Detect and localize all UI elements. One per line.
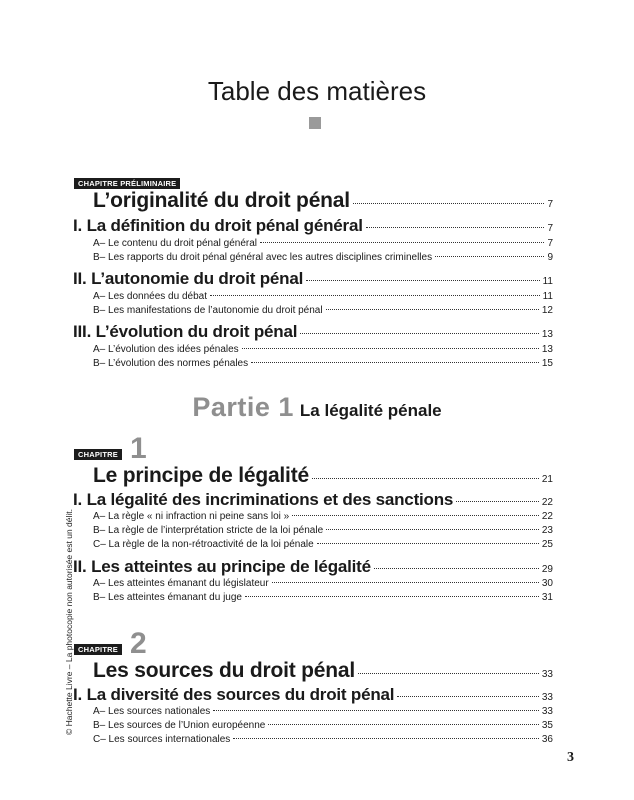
toc-section-row[interactable] <box>0 269 634 289</box>
dot-leader <box>456 501 539 502</box>
subsection-label: A– L’évolution des idées pénales <box>93 344 239 355</box>
chapter-heading: Les sources du droit pénal <box>93 659 356 682</box>
subsection-label: B– Les sources de l’Union européenne <box>93 720 266 731</box>
dot-leader <box>213 710 539 711</box>
toc-section-row[interactable] <box>0 557 634 577</box>
dot-leader <box>272 582 539 583</box>
part-label: Partie 1 <box>192 392 294 422</box>
page-ref: 7 <box>547 238 553 249</box>
chapter-badge: CHAPITRE <box>74 449 122 460</box>
toc-subsection-row[interactable] <box>0 733 634 746</box>
subsection-label: A– Les atteintes émanant du législateur <box>93 578 269 589</box>
part-title: La légalité pénale <box>299 401 442 420</box>
dot-leader <box>326 529 539 530</box>
toc-subsection-row[interactable] <box>0 538 634 551</box>
toc-section-row[interactable] <box>0 490 634 510</box>
page-ref: 30 <box>541 578 553 589</box>
subsection-label: B– L’évolution des normes pénales <box>93 358 249 369</box>
section-title: II. Les atteintes au principe de légalité <box>73 557 371 576</box>
page-ref: 36 <box>541 734 553 745</box>
page-ref: 22 <box>541 511 553 522</box>
section-title: I. La définition du droit pénal général <box>73 216 363 235</box>
subsection-label: A– Le contenu du droit pénal général <box>93 238 258 249</box>
section-title: I. La légalité des incriminations et des sanctions <box>73 490 454 509</box>
dot-leader <box>251 362 539 363</box>
dot-leader <box>435 256 544 257</box>
chapter-badge: CHAPITRE PRÉLIMINAIRE <box>74 178 180 189</box>
toc-subsection-row[interactable] <box>0 290 634 303</box>
page-ref: 13 <box>541 329 553 340</box>
dot-leader <box>245 596 539 597</box>
toc-subsection-row[interactable] <box>0 251 634 264</box>
toc-subsection-row[interactable] <box>0 510 634 523</box>
dot-leader <box>300 333 539 334</box>
page-ref: 35 <box>541 720 553 731</box>
toc-subsection-row[interactable] <box>0 524 634 537</box>
dot-leader <box>268 724 539 725</box>
dot-leader <box>326 309 539 310</box>
toc-subsection-row[interactable] <box>0 237 634 250</box>
dot-leader <box>366 227 545 228</box>
chapter-badge: CHAPITRE <box>74 644 122 655</box>
page-ref: 29 <box>541 564 553 575</box>
dot-leader <box>210 295 540 296</box>
page-ref: 15 <box>541 358 553 369</box>
subsection-label: C– La règle de la non-rétroactivité de la loi pénale <box>93 539 314 550</box>
page-title: Table des matières <box>207 76 427 106</box>
section-title: II. L’autonomie du droit pénal <box>73 269 304 288</box>
dot-leader <box>233 738 539 739</box>
dot-leader <box>397 696 539 697</box>
copyright-notice: © Hachette Livre – La photocopie non autorisée est un délit. <box>64 509 74 735</box>
page-ref: 31 <box>541 592 553 603</box>
page-ref: 13 <box>541 344 553 355</box>
page-ref: 12 <box>541 305 553 316</box>
dot-leader <box>374 568 539 569</box>
page-ref: 9 <box>547 252 553 263</box>
dot-leader <box>292 515 539 516</box>
subsection-label: B– Les rapports du droit pénal général avec les autres disciplines criminelles <box>93 252 433 263</box>
page-ref: 11 <box>542 291 553 302</box>
dot-leader <box>306 280 539 281</box>
page-ref: 23 <box>541 525 553 536</box>
page-ref: 25 <box>541 539 553 550</box>
dot-leader <box>358 673 539 674</box>
chapter-heading: L’originalité du droit pénal <box>93 189 350 212</box>
toc-subsection-row[interactable] <box>0 304 634 317</box>
subsection-label: C– Les sources internationales <box>93 734 231 745</box>
page-ref: 21 <box>541 474 553 485</box>
page-ref: 7 <box>547 223 553 234</box>
chapter-number: 1 <box>130 432 147 465</box>
toc-chapter-row[interactable] <box>0 659 634 683</box>
toc-section-row[interactable] <box>0 685 634 705</box>
toc-chapter-row[interactable] <box>0 464 634 488</box>
toc-subsection-row[interactable] <box>0 577 634 590</box>
decorative-square <box>309 117 321 129</box>
subsection-label: B– Les manifestations de l’autonomie du droit pénal <box>93 305 323 316</box>
chapter-number: 2 <box>130 627 147 660</box>
toc-subsection-row[interactable] <box>0 591 634 604</box>
toc-chapter-row[interactable] <box>0 189 634 213</box>
page-ref: 11 <box>542 276 553 287</box>
page-ref: 33 <box>541 692 553 703</box>
section-title: I. La diversité des sources du droit pénal <box>73 685 395 704</box>
dot-leader <box>353 203 545 204</box>
toc-subsection-row[interactable] <box>0 719 634 732</box>
section-title: III. L’évolution du droit pénal <box>73 322 298 341</box>
toc-subsection-row[interactable] <box>0 357 634 370</box>
page-ref: 22 <box>541 497 553 508</box>
toc-subsection-row[interactable] <box>0 705 634 718</box>
toc-section-row[interactable] <box>0 322 634 342</box>
subsection-label: A– Les données du débat <box>93 291 207 302</box>
page-ref: 33 <box>541 706 553 717</box>
page-ref: 7 <box>547 199 553 210</box>
dot-leader <box>312 478 539 479</box>
dot-leader <box>260 242 544 243</box>
toc-subsection-row[interactable] <box>0 343 634 356</box>
toc-section-row[interactable] <box>0 216 634 236</box>
part-heading <box>0 392 634 423</box>
subsection-label: A– Les sources nationales <box>93 706 211 717</box>
dot-leader <box>242 348 539 349</box>
page-ref: 33 <box>541 669 553 680</box>
subsection-label: B– La règle de l’interprétation stricte de la loi pénale <box>93 525 324 536</box>
subsection-label: B– Les atteintes émanant du juge <box>93 592 242 603</box>
page-number: 3 <box>567 750 574 765</box>
subsection-label: A– La règle « ni infraction ni peine sans loi » <box>93 511 290 522</box>
chapter-heading: Le principe de légalité <box>93 464 309 487</box>
dot-leader <box>317 543 539 544</box>
